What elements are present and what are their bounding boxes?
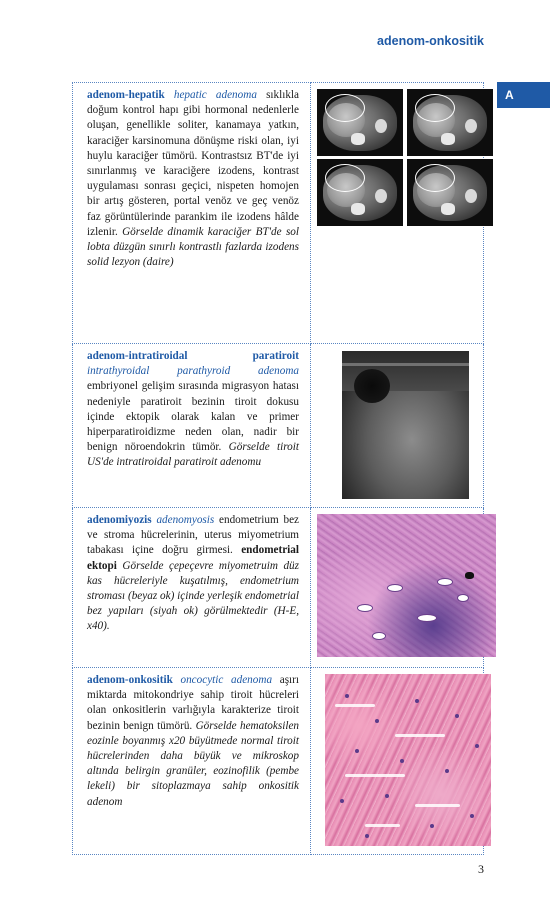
- entry-english: oncocytic adenoma: [180, 674, 273, 686]
- entry-row: [73, 668, 484, 855]
- entry-caption: Görselde çepeçevre miyometruim düz kas hücreleriyle kuşatılmış, endometrium stroması (beyaz ok) içinde yerleşik endometrial bez yapıları (siyah ok) görülmektedir (H-E, x40).: [87, 559, 300, 633]
- entry-term: adenom-hepatik: [87, 89, 165, 101]
- entry-image-cell: [311, 344, 484, 508]
- entry-row: [73, 83, 484, 344]
- ct-panel: [317, 159, 403, 226]
- entry-text: [73, 668, 311, 855]
- liver-ct-image: [317, 89, 494, 226]
- entry-row: [73, 344, 484, 508]
- entry-caption: Görselde dinamik karaciğer BT'de sol lobta düzgün sınırlı kontrastlı fazlarda izodens solid lezyon (daire): [87, 225, 299, 269]
- entry-image-cell: [311, 83, 484, 344]
- entry-body: embriyonel gelişim sırasında migrasyon hatası nedeniyle paratiroit bezinin tiroit dokusu içinde ektopik olarak kalan ve primer hiperparatiroidizme neden olan, nadir bir benign nöroendokrin tümör.: [87, 380, 299, 454]
- entry-body: sıklıkla doğum kontrol hapı gibi hormonal nedenlerle oluşan, genellikle soliter, kanamaya yatkın, karaciğer karsinomuna dönüşme riski olan, iyi huylu karaciğer tümörü. Kontrastsız BT'de iyi sınırlanmış ve karaciğere izodens, kontrast uygulaması sonrası geçici, nispeten homojen bir artış gösteren, portal venöz ve geç venöz faz görüntülerinde parankim ile izodens hâlde izlenir.: [87, 89, 300, 238]
- entry-term: adenomiyozis: [87, 514, 152, 526]
- adenomyosis-histology-image: [317, 514, 496, 657]
- entry-english: hepatic adenoma: [173, 89, 257, 101]
- ct-panel: [407, 89, 493, 156]
- entry-text: [73, 83, 311, 344]
- entry-text: [73, 344, 311, 508]
- entry-english: adenomyosis: [156, 514, 215, 526]
- entry-row: [73, 508, 484, 668]
- entry-image-cell: [311, 508, 484, 668]
- oncocytic-histology-image: [325, 674, 491, 846]
- entry-caption: Görselde tiroit US'de intratiroidal paratiroit adenomu: [87, 441, 299, 469]
- entry-english: intrathyroidal parathyroid adenoma: [87, 365, 299, 378]
- entry-cross-reference: endometrial ektopi: [87, 544, 299, 572]
- entry-body: aşırı miktarda mitokondriye sahip tiroit hücreleri olan onkositlerin varlığıyla karakterize tiroit bezinin benign tümörü.: [87, 674, 299, 732]
- entry-text: [73, 508, 311, 668]
- dictionary-table: [72, 82, 484, 855]
- entry-body: endometrium bez ve stroma hücrelerinin, uterus miyometrium tabakası içine doğru girmesi.: [87, 514, 299, 557]
- thyroid-ultrasound-image: [342, 351, 469, 499]
- page-number: 3: [478, 862, 484, 876]
- entry-term: adenom-intratiroidal paratiroit: [87, 350, 299, 362]
- entry-caption: Görselde hematoksilen eozinle boyanmış x20 büyütmede normal tiroit hücrelerinden daha büyük ve mikroskop altında belirgin granüler, eozinofilik (pembe lekeli) bir sitoplazmaya sahip onkositik adenom: [87, 719, 299, 808]
- running-title: adenom-onkositik: [377, 34, 484, 48]
- ct-panel: [407, 159, 493, 226]
- section-letter-tab: A: [497, 82, 550, 108]
- ct-panel: [317, 89, 403, 156]
- entry-image-cell: [311, 668, 484, 855]
- entry-term: adenom-onkositik: [87, 674, 173, 686]
